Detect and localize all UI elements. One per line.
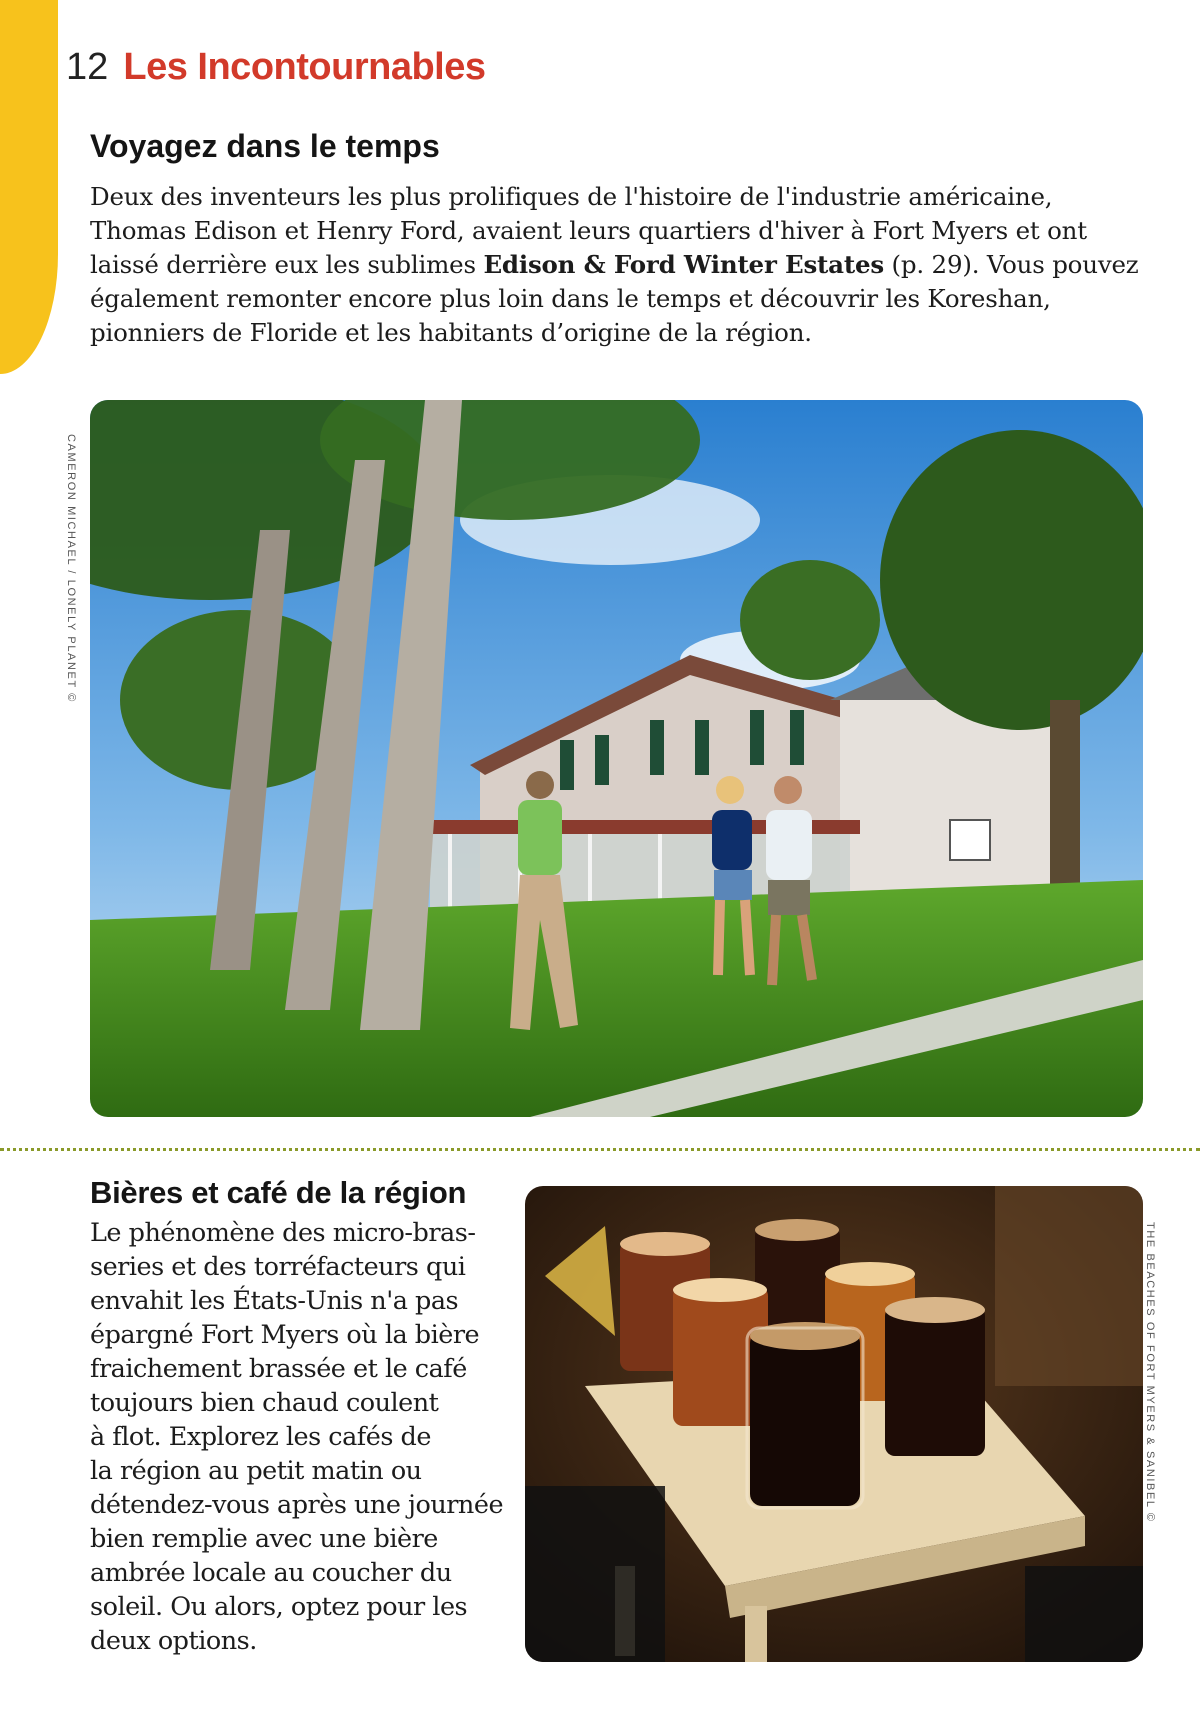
section-divider: [0, 1148, 1200, 1151]
text-line: deux options.: [90, 1626, 257, 1656]
text-line: la région au petit matin ou: [90, 1456, 422, 1486]
text-line: ambrée locale au coucher du: [90, 1558, 452, 1588]
heading-voyagez: Voyagez dans le temps: [90, 128, 440, 164]
text-line: envahit les États-Unis n'a pas: [90, 1286, 459, 1316]
estate-illustration: [90, 400, 1143, 1117]
beer-flight-photo: [525, 1186, 1143, 1662]
text-line: bien remplie avec une bière: [90, 1524, 438, 1554]
text-line: détendez-vous après une journée: [90, 1490, 504, 1520]
paragraph-voyagez: [90, 180, 1160, 350]
beer-flight-illustration: [525, 1186, 1143, 1662]
text-line: fraichement brassée et le café: [90, 1354, 467, 1384]
text-line: soleil. Ou alors, optez pour les: [90, 1592, 468, 1622]
text-fragment: (p. 29). Vous pouvez: [883, 250, 1139, 279]
photo-credit-1: CAMERON MICHAEL / LONELY PLANET ©: [65, 434, 77, 703]
text-line: Le phénomène des micro-bras-: [90, 1218, 476, 1248]
edison-ford-link[interactable]: Edison & Ford Winter Estates: [483, 250, 884, 279]
page-header: [66, 46, 486, 89]
paragraph-bieres: [90, 1216, 510, 1658]
text-line: également remonter encore plus loin dans le temps et découvrir les Koreshan,: [90, 284, 1051, 313]
text-line: pionniers de Floride et les habitants d’origine de la région.: [90, 318, 812, 347]
text-line: toujours bien chaud coulent: [90, 1388, 439, 1418]
text-line: épargné Fort Myers où la bière: [90, 1320, 480, 1350]
text-line: series et des torréfacteurs qui: [90, 1252, 466, 1282]
page-number: 12: [66, 46, 109, 88]
estate-photo: [90, 400, 1143, 1117]
photo-credit-2: THE BEACHES OF FORT MYERS & SANIBEL ©: [1144, 1222, 1156, 1523]
yellow-page-tab: [0, 0, 58, 374]
section-title: Les Incontournables: [123, 46, 486, 88]
text-line: à flot. Explorez les cafés de: [90, 1422, 431, 1452]
text-line: Deux des inventeurs les plus prolifiques de l'histoire de l'industrie américaine,: [90, 182, 1053, 211]
heading-bieres: Bières et café de la région: [90, 1175, 467, 1210]
text-fragment: laissé derrière eux les sublimes: [90, 250, 484, 279]
text-line: Thomas Edison et Henry Ford, avaient leurs quartiers d'hiver à Fort Myers et ont: [90, 216, 1087, 245]
text-line: [90, 248, 1160, 282]
